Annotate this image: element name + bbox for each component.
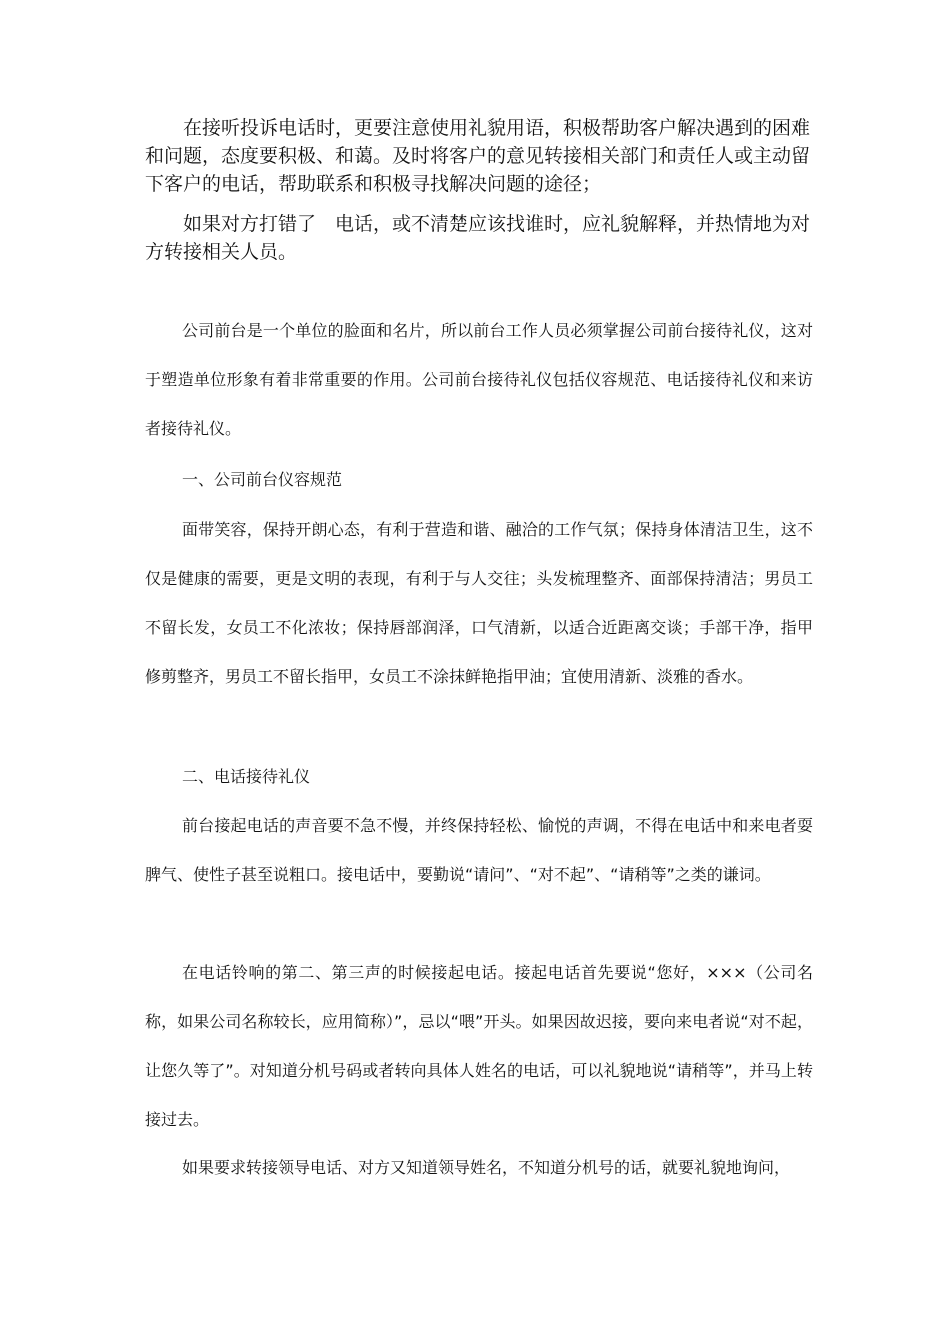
complaint-call-paragraph: 在接听投诉电话时，更要注意使用礼貌用语，积极帮助客户解决遇到的困难和问题，态度要积极、和蔼。及时将客户的意见转接相关部门和责任人或主动留下客户的电话，帮助联系和积极寻找解决问题的途径； [145, 117, 811, 195]
wrong-number-paragraph: 如果对方打错了 电话，或不清楚应该找谁时，应礼貌解释，并热情地为对方转接相关人员。 [145, 213, 811, 263]
section-heading-appearance: 一、公司前台仪容规范 [182, 470, 343, 489]
phone-paragraph-2: 在电话铃响的第二、第三声的时候接起电话。接起电话首先要说“您好，×××（公司名称，如果公司名称较长，应用简称）”，忌以“喂”开头。如果因故迟接，要向来电者说“对不起，让您久等了”。对知道分机号码或者转向具体人姓名的电话，可以礼貌地说“请稍等”，并马上转接过去。 [145, 963, 813, 1129]
phone-paragraph-3: 如果要求转接领导电话、对方又知道领导姓名，不知道分机号的话，就要礼貌地询问， [182, 1158, 791, 1177]
phone-paragraph-1: 前台接起电话的声音要不急不慢，并终保持轻松、愉悦的声调，不得在电话中和来电者耍脾气、使性子甚至说粗口。接电话中，要勤说“请问”、“对不起”、“请稍等”之类的谦词。 [145, 816, 813, 884]
appearance-paragraph: 面带笑容，保持开朗心态，有利于营造和谐、融洽的工作气氛；保持身体清洁卫生，这不仅是健康的需要，更是文明的表现，有利于与人交往；头发梳理整齐、面部保持清洁；男员工不留长发，女员工不化浓妆；保持唇部润泽，口气清新，以适合近距离交谈；手部干净，指甲修剪整齐，男员工不留长指甲，女员工不涂抹鲜艳指甲油；宜使用清新、淡雅的香水。 [145, 520, 813, 686]
section-heading-phone: 二、电话接待礼仪 [182, 767, 311, 786]
intro-paragraph: 公司前台是一个单位的脸面和名片，所以前台工作人员必须掌握公司前台接待礼仪，这对于塑造单位形象有着非常重要的作用。公司前台接待礼仪包括仪容规范、电话接待礼仪和来访者接待礼仪。 [145, 321, 813, 438]
